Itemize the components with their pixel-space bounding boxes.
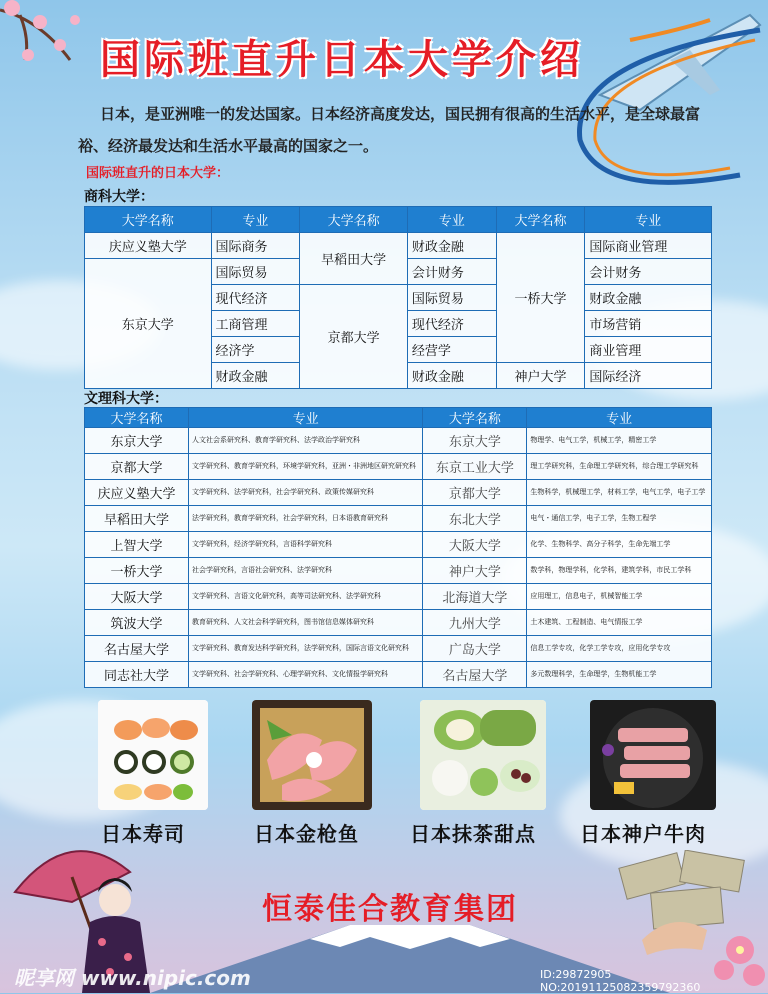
university-name: 东京工业大学 (423, 454, 527, 480)
food-label-sushi: 日本寿司 (101, 822, 185, 846)
col-header: 专业 (527, 408, 712, 428)
cherry-blossom-branch-icon (0, 0, 110, 90)
major: 经营学 (407, 337, 496, 363)
university-name: 大阪大学 (85, 584, 189, 610)
major: 国际商业管理 (585, 233, 712, 259)
col-header: 专业 (585, 207, 712, 233)
university-name: 名古屋大学 (85, 636, 189, 662)
table-row (85, 584, 712, 610)
major: 商业管理 (585, 337, 712, 363)
university-name: 早稻田大学 (85, 506, 189, 532)
major-list: 文学研究科、教育学研究科，环境学研究科，亚洲・非洲地区研究研究科 (189, 454, 423, 480)
table-row (85, 532, 712, 558)
university-name: 庆应义塾大学 (85, 480, 189, 506)
university-name: 京都大学 (85, 454, 189, 480)
major-list: 文学研究科、法学研究科，社会学研究科、政策传媒研究科 (189, 480, 423, 506)
table-header-row (85, 207, 712, 233)
table-row (85, 480, 712, 506)
subheading: 国际班直升的日本大学： (86, 166, 230, 181)
major: 财政金融 (407, 363, 496, 389)
university-name: 庆应义塾大学 (85, 233, 212, 259)
company-name: 恒泰佳合教育集团 (262, 892, 518, 927)
major-list: 化学、生物科学、高分子科学，生命先端工学 (527, 532, 712, 558)
col-header: 专业 (189, 408, 423, 428)
tuna-image (252, 700, 372, 810)
major: 国际贸易 (407, 285, 496, 311)
major-list: 电气・通信工学，电子工学，生物工程学 (527, 506, 712, 532)
major-list: 数学科，物理学科，化学科，建筑学科，市民工学科 (527, 558, 712, 584)
major-list: 生物科学，机械理工学，材料工学，电气工学，电子工学 (527, 480, 712, 506)
university-name: 大阪大学 (423, 532, 527, 558)
university-name: 神户大学 (496, 363, 585, 389)
major-list: 文学研究科，经济学研究科，言语科学研究科 (189, 532, 423, 558)
table-row (85, 506, 712, 532)
university-name: 东京大学 (85, 428, 189, 454)
university-name: 京都大学 (300, 285, 408, 389)
university-name: 东北大学 (423, 506, 527, 532)
food-label-kobe-beef: 日本神户牛肉 (580, 822, 706, 846)
major: 经济学 (211, 337, 300, 363)
major: 国际商务 (211, 233, 300, 259)
food-label-matcha: 日本抹茶甜点 (410, 822, 536, 846)
university-name: 早稻田大学 (300, 233, 408, 285)
col-header: 专业 (211, 207, 300, 233)
major: 工商管理 (211, 311, 300, 337)
matcha-dessert-image (420, 700, 546, 810)
university-name: 同志社大学 (85, 662, 189, 688)
food-label-tuna: 日本金枪鱼 (254, 822, 359, 846)
kobe-beef-image (590, 700, 716, 810)
major: 市场营销 (585, 311, 712, 337)
table-row (85, 662, 712, 688)
page-title: 国际班直升日本大学介绍 (100, 36, 584, 83)
major-list: 人文社会系研究科、教育学研究科、法学政治学研究科 (189, 428, 423, 454)
col-header: 大学名称 (423, 408, 527, 428)
major-list: 文学研究科、社会学研究科、心理学研究科、文化情报学研究科 (189, 662, 423, 688)
major: 财政金融 (211, 363, 300, 389)
table-row (85, 428, 712, 454)
col-header: 大学名称 (85, 408, 189, 428)
university-name: 九州大学 (423, 610, 527, 636)
major-list: 文学研究科、教育发达科学研究科，法学研究科，国际言语文化研究科 (189, 636, 423, 662)
table-row (85, 636, 712, 662)
major-list: 教育研究科、人文社会科学研究科，图书馆信息媒体研究科 (189, 610, 423, 636)
watermark-logo: 昵享网 www.nipic.com (14, 966, 251, 990)
col-header: 大学名称 (496, 207, 585, 233)
col-header: 专业 (407, 207, 496, 233)
university-name: 一桥大学 (85, 558, 189, 584)
major: 财政金融 (585, 285, 712, 311)
major-list: 应用理工，信息电子，机械智能工学 (527, 584, 712, 610)
university-name: 京都大学 (423, 480, 527, 506)
table-row (85, 233, 712, 259)
col-header: 大学名称 (85, 207, 212, 233)
watermark-id: ID:29872905 NO:20191125082359792360 (540, 968, 701, 994)
table-row (85, 454, 712, 480)
major-list: 物理学、电气工学，机械工学，精密工学 (527, 428, 712, 454)
university-name: 神户大学 (423, 558, 527, 584)
university-name: 广岛大学 (423, 636, 527, 662)
table-row (85, 610, 712, 636)
major-list: 社会学研究科，言语社会研究科、法学研究科 (189, 558, 423, 584)
university-name: 名古屋大学 (423, 662, 527, 688)
major-list: 法学研究科，教育学研究科，社会学研究科，日本语教育研究科 (189, 506, 423, 532)
science-label: 文理科大学： (84, 391, 168, 407)
university-name: 一桥大学 (496, 233, 585, 363)
major-list: 信息工学专攻，化学工学专攻，应用化学专攻 (527, 636, 712, 662)
sushi-image (98, 700, 208, 810)
major-list: 理工学研究科，生命理工学研究科，综合理工学研究科 (527, 454, 712, 480)
table-header-row (85, 408, 712, 428)
table-row (85, 558, 712, 584)
major-list: 多元数理科学，生命理学，生物机能工学 (527, 662, 712, 688)
major: 会计财务 (407, 259, 496, 285)
university-name: 筑波大学 (85, 610, 189, 636)
major-list: 土木建筑、工程制造、电气情报工学 (527, 610, 712, 636)
business-universities-table (84, 206, 712, 389)
major: 国际经济 (585, 363, 712, 389)
major: 现代经济 (407, 311, 496, 337)
university-name: 上智大学 (85, 532, 189, 558)
university-name: 北海道大学 (423, 584, 527, 610)
university-name: 东京大学 (423, 428, 527, 454)
science-universities-table (84, 407, 712, 688)
major: 财政金融 (407, 233, 496, 259)
university-name: 东京大学 (85, 259, 212, 389)
major-list: 文学研究科、言语文化研究科，高等司法研究科、法学研究科 (189, 584, 423, 610)
major: 国际贸易 (211, 259, 300, 285)
intro-paragraph: 日本，是亚洲唯一的发达国家。日本经济高度发达，国民拥有很高的生活水平，是全球最富裕、经济最发达和生活水平最高的国家之一。 (78, 105, 701, 155)
business-label: 商科大学： (84, 189, 154, 205)
major: 会计财务 (585, 259, 712, 285)
col-header: 大学名称 (300, 207, 408, 233)
major: 现代经济 (211, 285, 300, 311)
